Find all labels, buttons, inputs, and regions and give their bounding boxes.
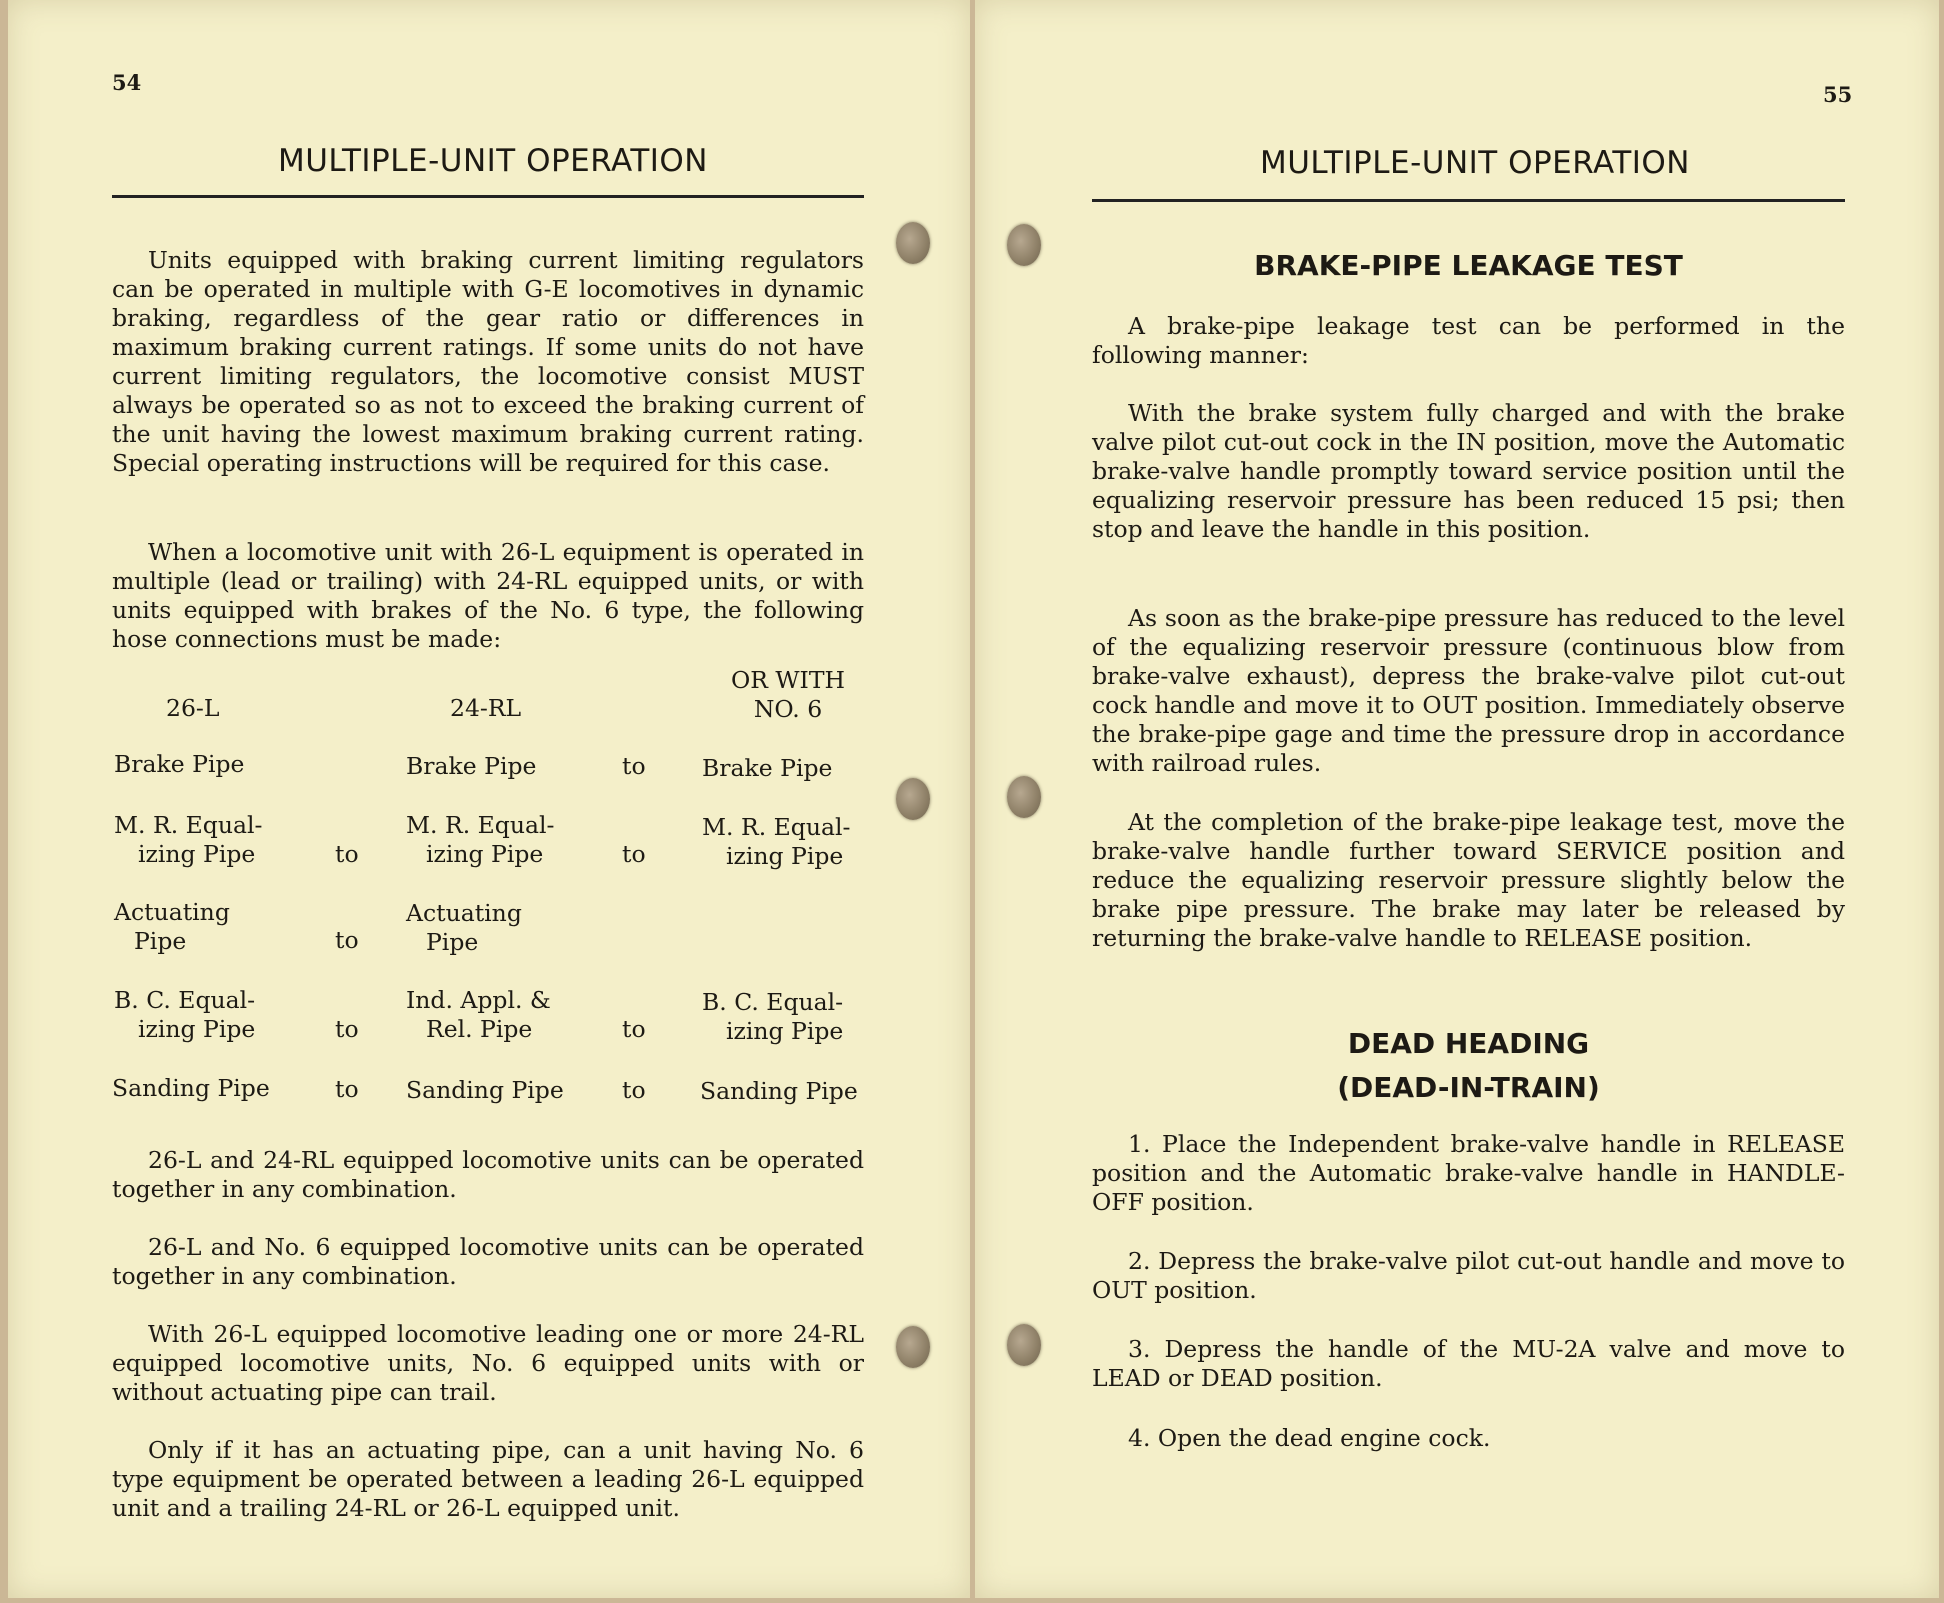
- table-cell: [114, 986, 255, 1044]
- cell-line: M. R. Equal-: [702, 813, 851, 841]
- table-cell: [406, 986, 551, 1044]
- header-rule: [112, 195, 864, 198]
- cell-line: izing Pipe: [138, 840, 256, 868]
- running-head: MULTIPLE-UNIT OPERATION: [1260, 145, 1690, 181]
- page-number: 55: [1823, 82, 1853, 107]
- list-item: 3. Depress the handle of the MU-2A valve and move to LEAD or DEAD position.: [1092, 1335, 1845, 1392]
- cell-line: izing Pipe: [426, 840, 544, 868]
- paragraph: Only if it has an actuating pipe, can a unit having No. 6 type equipment be operated between a leading 26-L equipped unit and a trailing 24-RL or 26-L equipped unit.: [112, 1436, 864, 1522]
- table-cell: Brake Pipe: [702, 754, 833, 782]
- table-cell: Sanding Pipe: [406, 1076, 564, 1104]
- paragraph: With the brake system fully charged and with the brake valve pilot cut-out cock in the IN position, move the Automatic brake-valve handle promptly toward service position until the equalizing reservoir pressure has been reduced 15 psi; then stop and leave the handle in this position.: [1092, 399, 1845, 543]
- column-header-line: NO. 6: [753, 695, 823, 723]
- table-cell: Sanding Pipe: [700, 1077, 858, 1105]
- left-page: [8, 0, 970, 1598]
- cell-line: Actuating: [114, 898, 230, 926]
- to-label: to: [622, 840, 646, 868]
- table-cell: [114, 898, 230, 956]
- list-item: 4. Open the dead engine cock.: [1128, 1424, 1491, 1452]
- table-cell: Brake Pipe: [406, 752, 537, 780]
- page-number: 54: [112, 70, 142, 95]
- binder-hole: [896, 778, 930, 820]
- paragraph: A brake-pipe leakage test can be performed in the following manner:: [1092, 312, 1845, 369]
- to-label: to: [622, 1076, 646, 1104]
- list-item: 1. Place the Independent brake-valve handle in RELEASE position and the Automatic brake-valve handle in HANDLE-OFF position.: [1092, 1130, 1845, 1216]
- cell-line: Ind. Appl. &: [406, 986, 551, 1014]
- binder-hole: [1007, 224, 1041, 266]
- header-rule: [1092, 199, 1845, 202]
- section-title-line: DEAD HEADING: [1347, 1027, 1590, 1060]
- list-item: 2. Depress the brake-valve pilot cut-out handle and move to OUT position.: [1092, 1247, 1845, 1304]
- cell-line: izing Pipe: [138, 1015, 256, 1043]
- section-title: BRAKE-PIPE LEAKAGE TEST: [1254, 249, 1683, 282]
- cell-line: Actuating: [406, 899, 522, 927]
- to-label: to: [335, 840, 359, 868]
- cell-line: izing Pipe: [726, 1017, 844, 1045]
- cell-line: B. C. Equal-: [114, 986, 256, 1014]
- cell-line: Pipe: [426, 928, 479, 956]
- binder-hole: [1007, 1324, 1041, 1366]
- cell-line: M. R. Equal-: [406, 811, 555, 839]
- column-header-24rl: 24-RL: [450, 694, 522, 722]
- cell-line: M. R. Equal-: [114, 811, 263, 839]
- section-title: [1092, 1022, 1845, 1110]
- running-head: MULTIPLE-UNIT OPERATION: [278, 143, 708, 179]
- to-label: to: [335, 926, 359, 954]
- binder-hole: [1007, 776, 1041, 818]
- binder-hole: [896, 222, 930, 264]
- cell-line: izing Pipe: [726, 842, 844, 870]
- table-cell: Brake Pipe: [114, 750, 245, 778]
- table-cell: [406, 899, 522, 957]
- to-label: to: [622, 752, 646, 780]
- to-label: to: [335, 1015, 359, 1043]
- paragraph: At the completion of the brake-pipe leakage test, move the brake-valve handle further toward SERVICE position and reduce the equalizing reservoir pressure slightly below the brake pipe pressure. The brake may later be released by returning the brake-valve handle to RELEASE position.: [1092, 808, 1845, 952]
- column-header-line: OR WITH: [730, 666, 846, 694]
- paragraph: With 26-L equipped locomotive leading one or more 24-RL equipped locomotive units, No. 6 equipped units with or without actuating pipe can trail.: [112, 1320, 864, 1406]
- section-title-line: (DEAD-IN-TRAIN): [1337, 1071, 1600, 1104]
- binder-hole: [896, 1326, 930, 1368]
- column-header-no6: [698, 666, 878, 724]
- paragraph: Units equipped with braking current limiting regulators can be operated in multiple with G-E locomotives in dynamic braking, regardless of the gear ratio or differences in maximum braking current ratings. If some units do not have current limiting regulators, the locomotive consist MUST always be operated so as not to exceed the braking current of the unit having the lowest maximum braking current rating. Special operating instructions will be required for this case.: [112, 246, 864, 477]
- to-label: to: [622, 1015, 646, 1043]
- paragraph: As soon as the brake-pipe pressure has reduced to the level of the equalizing reservoir pressure (continuous blow from brake-valve exhaust), depress the brake-valve pilot cut-out cock handle and move it to OUT position. Immediately observe the brake-pipe gage and time the pressure drop in accordance with railroad rules.: [1092, 604, 1845, 777]
- column-header-26l: 26-L: [166, 694, 220, 722]
- table-cell: [406, 811, 554, 869]
- cell-line: Rel. Pipe: [426, 1015, 533, 1043]
- cell-line: B. C. Equal-: [702, 988, 844, 1016]
- paragraph: 26-L and No. 6 equipped locomotive units can be operated together in any combination.: [112, 1233, 864, 1290]
- table-cell: [114, 811, 262, 869]
- table-cell: [702, 813, 850, 871]
- cell-line: Pipe: [134, 927, 187, 955]
- paragraph: When a locomotive unit with 26-L equipment is operated in multiple (lead or trailing) with 24-RL equipped units, or with units equipped with brakes of the No. 6 type, the following hose connections must be made:: [112, 538, 864, 653]
- paragraph: 26-L and 24-RL equipped locomotive units can be operated together in any combination.: [112, 1146, 864, 1203]
- to-label: to: [335, 1075, 359, 1103]
- right-page: [975, 0, 1939, 1598]
- table-cell: Sanding Pipe: [112, 1074, 270, 1102]
- table-cell: [702, 988, 843, 1046]
